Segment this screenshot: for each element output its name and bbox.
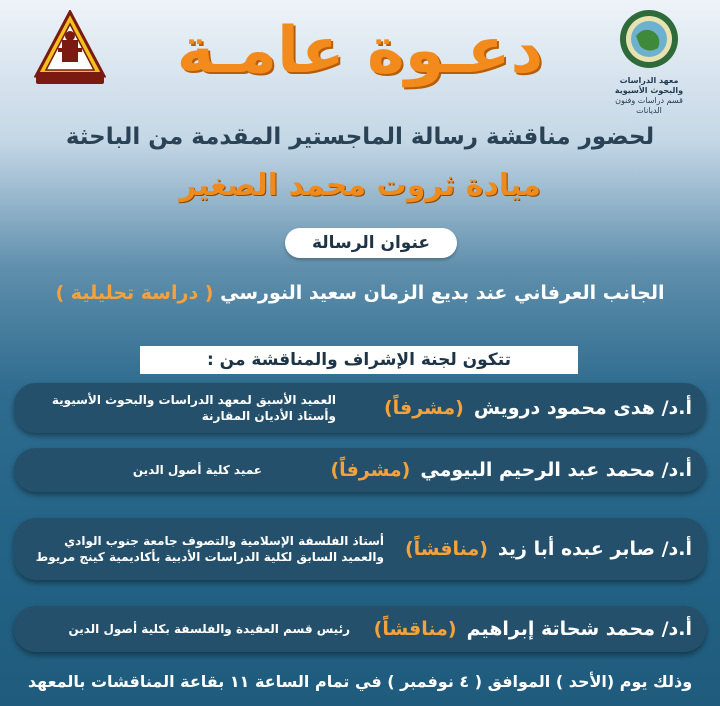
thesis-label: عنوان الرسالة <box>285 228 457 258</box>
member-role: (مشرفاً) <box>383 397 464 419</box>
committee-member-card <box>14 448 706 492</box>
member-name: أ.د/ محمد عبد الرحيم البيومي <box>420 459 692 481</box>
committee-header: تتكون لجنة الإشراف والمناقشة من : <box>140 346 578 374</box>
member-role: (مناقشاً) <box>373 618 457 640</box>
member-description <box>36 518 384 580</box>
member-description <box>133 448 262 492</box>
committee-member-card <box>14 518 706 580</box>
thesis-title-main: الجانب العرفاني عند بديع الزمان سعيد النورسي <box>220 282 665 304</box>
member-name-line <box>384 383 692 433</box>
member-description-line: رئيس قسم العقيدة والفلسفة بكلية أصول الدين <box>68 622 350 636</box>
researcher-name: ميادة ثروت محمد الصغير <box>179 168 541 203</box>
member-description-line: أستاذ الفلسفة الإسلامية والتصوف جامعة جنوب الوادي <box>64 534 384 548</box>
invitation-subtitle: لحضور مناقشة رسالة الماجستير المقدمة من الباحثة <box>65 124 655 150</box>
member-name-line <box>405 518 692 580</box>
member-name: أ.د/ محمد شحاتة إبراهيم <box>466 618 692 640</box>
member-description-line: عميد كلية أصول الدين <box>132 463 262 477</box>
committee-member-card <box>14 606 706 652</box>
institute-name: معهد الدراسات والبحوث الأسيوية <box>614 76 684 95</box>
committee-member-card <box>14 383 706 433</box>
member-name: أ.د/ صابر عبده أبا زيد <box>497 538 692 560</box>
member-description <box>52 383 336 433</box>
invitation-title: دعـوة عامـة <box>176 14 544 88</box>
member-description-line: العميد الأسبق لمعهد الدراسات والبحوث الأسيوية <box>51 393 336 407</box>
event-details: وذلك يوم (الأحد ) الموافق ( ٤ نوفمبر ) في تمام الساعة ١١ بقاعة المناقشات بالمعهد <box>27 672 693 691</box>
member-description-line: والعميد السابق لكلية الدراسات الأدبية بأكاديمية كينج مريوط <box>35 550 384 564</box>
institute-department: قسم دراسات وفنون الديانات <box>615 96 683 115</box>
member-role: (مناقشاً) <box>404 538 488 560</box>
member-role: (مشرفاً) <box>330 459 411 481</box>
member-name-line <box>374 606 692 652</box>
member-description-line: وأستاذ الأديان المقارنة <box>201 409 336 423</box>
thesis-title-subtitle: ( دراسة تحليلية ) <box>55 282 214 304</box>
member-name: أ.د/ هدى محمود درويش <box>473 397 692 419</box>
member-description <box>68 606 350 652</box>
member-name-line <box>331 448 693 492</box>
thesis-title <box>0 282 720 304</box>
